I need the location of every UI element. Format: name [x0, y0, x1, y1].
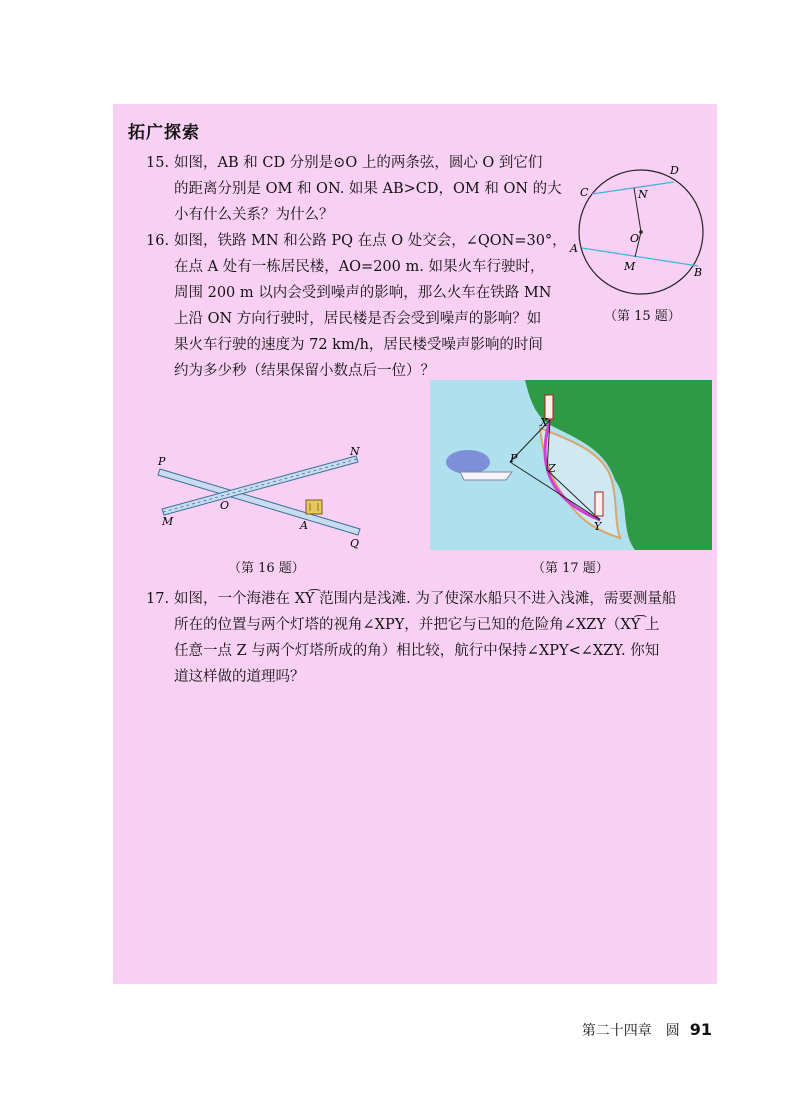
- label-o: O: [630, 232, 640, 245]
- problem-text-line: 任意一点 Z 与两个灯塔所成的角）相比较，航行中保持∠XPY<∠XZY. 你知: [174, 643, 660, 659]
- problem-text-line: 的距离分别是 OM 和 ON. 如果 AB>CD，OM 和 ON 的大: [174, 181, 562, 197]
- label-a: A: [570, 242, 578, 255]
- center-point: [639, 230, 643, 234]
- chord-cd: [592, 182, 674, 194]
- ship-icon: [460, 472, 512, 480]
- label-x: X: [540, 416, 548, 429]
- problem-text-line: 约为多少秒（结果保留小数点后一位）？: [174, 363, 435, 379]
- chord-ab: [582, 248, 698, 266]
- label-y: Y: [594, 520, 602, 533]
- problem-text-line: 上沿 ON 方向行驶时，居民楼是否会受到噪声的影响？如: [174, 311, 542, 327]
- problem-text-line: 如图，一个海港在 XY͡ 范围内是浅滩. 为了使深水船只不进入浅滩，需要测量船: [174, 591, 677, 607]
- figure-16-railway-diagram: [150, 445, 380, 555]
- problem-16: [146, 228, 567, 384]
- label-d: D: [670, 164, 679, 177]
- figure-17-harbor-diagram: [430, 380, 712, 550]
- label-z: Z: [548, 462, 556, 475]
- problem-number: 15.: [146, 155, 170, 171]
- problem-text-line: 果火车行驶的速度为 72 km/h，居民楼受噪声影响的时间: [174, 337, 543, 353]
- problem-text-line: 如图，铁路 MN 和公路 PQ 在点 O 处交会，∠QON=30°，: [174, 233, 567, 249]
- cloud-shape: [446, 450, 490, 474]
- problem-number: 17.: [146, 591, 170, 607]
- problem-text-line: 在点 A 处有一栋居民楼，AO=200 m. 如果火车行驶时，: [174, 259, 545, 275]
- label-n: N: [638, 188, 648, 201]
- problem-text-line: 道这样做的道理吗？: [174, 669, 305, 685]
- chapter-title: 第二十四章 圆: [581, 1023, 680, 1039]
- page-number: 91: [689, 1020, 712, 1039]
- label-p: P: [158, 455, 166, 468]
- figure-15-caption: （第 15 题）: [604, 309, 681, 324]
- label-c: C: [580, 186, 589, 199]
- label-b: B: [694, 266, 703, 279]
- problem-15: [146, 150, 562, 228]
- section-title: 拓广探索: [128, 123, 200, 143]
- page-footer: [582, 1020, 712, 1040]
- figure-16-caption: （第 16 题）: [228, 561, 305, 576]
- problem-17: [146, 586, 676, 690]
- problem-text-line: 周围 200 m 以内会受到噪声的影响，那么火车在铁路 MN: [174, 285, 552, 301]
- label-o: O: [220, 499, 230, 512]
- label-n: N: [350, 445, 360, 458]
- label-a: A: [300, 519, 308, 532]
- label-q: Q: [350, 537, 360, 550]
- problem-text-line: 如图，AB 和 CD 分别是⊙O 上的两条弦，圆心 O 到它们: [174, 155, 543, 171]
- label-p: P: [510, 452, 518, 465]
- problem-text-line: 所在的位置与两个灯塔的视角∠XPY，并把它与已知的危险角∠XZY（XY͡ 上: [174, 617, 660, 633]
- label-m: M: [624, 260, 636, 273]
- figure-15-circle-diagram: [566, 160, 716, 310]
- problem-number: 16.: [146, 233, 170, 249]
- figure-17-caption: （第 17 题）: [532, 561, 609, 576]
- label-m: M: [162, 515, 174, 528]
- lighthouse-y-icon: [595, 492, 603, 516]
- residential-building-icon: [306, 500, 322, 514]
- problem-text-line: 小有什么关系？为什么？: [174, 207, 334, 223]
